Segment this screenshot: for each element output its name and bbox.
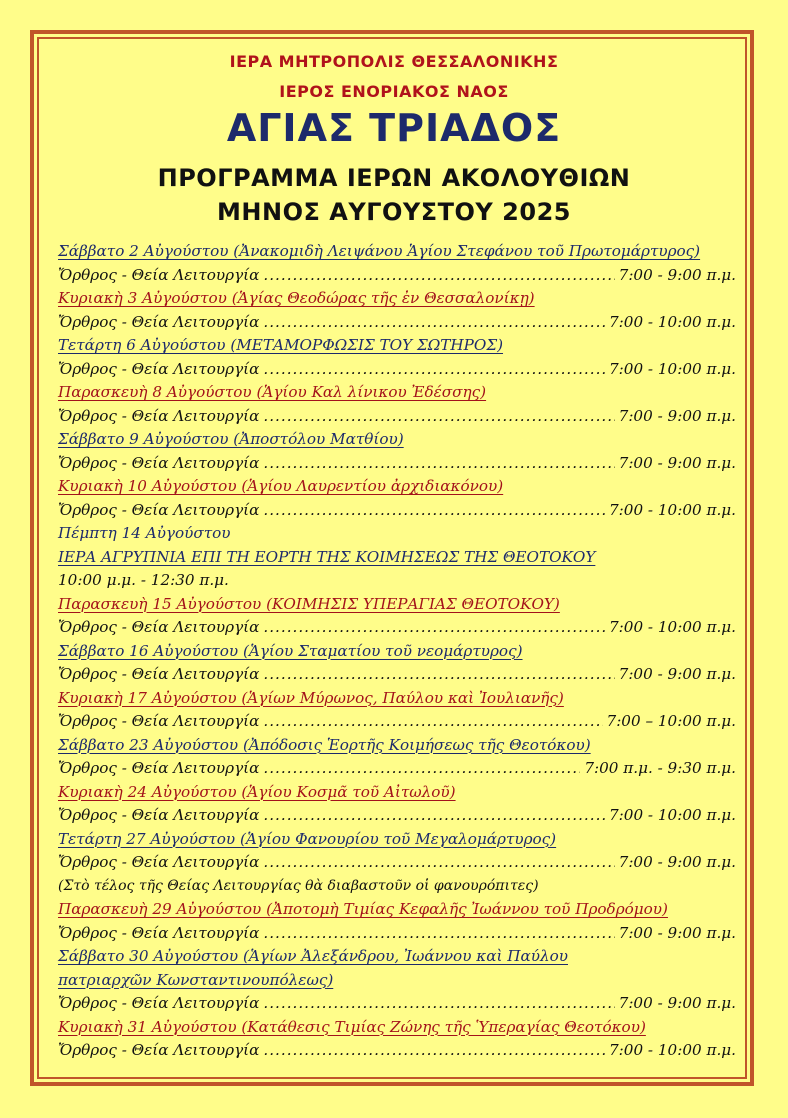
event-heading: Κυριακὴ 31 Αὐγούστου (Κατάθεσις Τιμίας Ζώνης τῆς Ὑπεραγίας Θεοτόκου) bbox=[58, 1017, 646, 1036]
dot-leader bbox=[263, 264, 614, 288]
event-entry bbox=[58, 734, 748, 781]
event-entry bbox=[58, 640, 748, 687]
service-time: 7:00 π.μ. - 9:30 π.μ. bbox=[584, 759, 736, 777]
month-title: ΜΗΝΟΣ ΑΥΓΟΥΣΤΟΥ 2025 bbox=[217, 198, 571, 226]
dot-leader bbox=[263, 1039, 605, 1063]
event-heading: Κυριακὴ 24 Αὐγούστου (Ἁγίου Κοσμᾶ τοῦ Αἰτωλοῦ) bbox=[58, 782, 456, 801]
service-line bbox=[58, 405, 748, 429]
service-note: (Στὸ τέλος τῆς Θείας Λειτουργίας θὰ διαβαστοῦν οἱ φανουρόπιτες) bbox=[58, 877, 539, 894]
dot-leader bbox=[263, 851, 614, 875]
event-entry bbox=[58, 945, 748, 1016]
vigil-time: 10:00 μ.μ. - 12:30 π.μ. bbox=[58, 571, 229, 589]
event-heading: Τετάρτη 27 Αὐγούστου (Ἁγίου Φανουρίου τοῦ Μεγαλομάρτυρος) bbox=[58, 829, 557, 848]
dot-leader bbox=[263, 922, 614, 946]
event-heading: Τετάρτη 6 Αὐγούστου (ΜΕΤΑΜΟΡΦΩΣΙΣ ΤΟΥ ΣΩΤΗΡΟΣ) bbox=[58, 336, 504, 354]
service-line bbox=[58, 311, 748, 335]
event-heading: Κυριακὴ 10 Αὐγούστου (Ἁγίου Λαυρεντίου ἀρχιδιακόνου) bbox=[58, 477, 504, 495]
service-label: Ὄρθρος - Θεία Λειτουργία bbox=[58, 806, 260, 824]
vigil-title: ΙΕΡΑ ΑΓΡΥΠΝΙΑ ΕΠΙ ΤΗ ΕΟΡΤΗ ΤΗΣ ΚΟΙΜΗΣΕΩΣ ΤΗΣ ΘΕΟΤΟΚΟΥ bbox=[58, 547, 596, 566]
service-time: 7:00 - 10:00 π.μ. bbox=[609, 806, 736, 824]
event-entry bbox=[58, 240, 748, 287]
dot-leader bbox=[263, 358, 605, 382]
service-line bbox=[58, 264, 748, 288]
event-entry bbox=[58, 828, 748, 899]
service-time: 7:00 - 10:00 π.μ. bbox=[609, 312, 736, 331]
service-line bbox=[58, 992, 748, 1016]
event-entry bbox=[58, 381, 748, 428]
events-list bbox=[58, 240, 748, 1063]
event-heading: Παρασκευὴ 29 Αὐγούστου (Ἀποτομὴ Τιμίας Κεφαλῆς Ἰωάννου τοῦ Προδρόμου) bbox=[58, 900, 668, 918]
event-heading: Παρασκευὴ 15 Αὐγούστου (ΚΟΙΜΗΣΙΣ ΥΠΕΡΑΓΙΑΣ ΘΕΟΤΟΚΟΥ) bbox=[58, 594, 560, 613]
event-heading: Κυριακὴ 3 Αὐγούστου (Ἁγίας Θεοδώρας τῆς ἐν Θεσσαλονίκῃ) bbox=[58, 289, 535, 307]
dot-leader bbox=[263, 804, 605, 828]
service-time: 7:00 - 9:00 π.μ. bbox=[618, 453, 736, 472]
service-label: Ὄρθρος - Θεία Λειτουργία bbox=[58, 500, 260, 519]
dot-leader bbox=[263, 311, 605, 335]
service-label: Ὄρθρος - Θεία Λειτουργία bbox=[58, 712, 260, 730]
event-entry bbox=[58, 687, 748, 734]
dot-leader bbox=[263, 663, 614, 687]
service-label: Ὄρθρος - Θεία Λειτουργία bbox=[58, 406, 260, 425]
service-label: Ὄρθρος - Θεία Λειτουργία bbox=[58, 265, 260, 284]
event-entry bbox=[58, 781, 748, 828]
service-line bbox=[58, 757, 748, 781]
church-title: ΑΓΙΑΣ ΤΡΙΑΔΟΣ bbox=[226, 106, 562, 150]
service-time: 7:00 - 10:00 π.μ. bbox=[609, 1041, 736, 1059]
service-line bbox=[58, 710, 748, 734]
event-heading: Σάββατο 9 Αὐγούστου (Ἀποστόλου Ματθίου) bbox=[58, 430, 404, 448]
service-line bbox=[58, 499, 748, 523]
event-entry bbox=[58, 287, 748, 334]
dot-leader bbox=[263, 499, 605, 523]
service-label: Ὄρθρος - Θεία Λειτουργία bbox=[58, 359, 260, 378]
service-time: 7:00 - 9:00 π.μ. bbox=[618, 994, 736, 1012]
service-label: Ὄρθρος - Θεία Λειτουργία bbox=[58, 312, 260, 331]
service-label: Ὄρθρος - Θεία Λειτουργία bbox=[58, 1041, 260, 1059]
vigil-entry bbox=[58, 522, 748, 593]
service-time: 7:00 - 9:00 π.μ. bbox=[618, 406, 736, 425]
service-line bbox=[58, 616, 748, 640]
service-line bbox=[58, 663, 748, 687]
dot-leader bbox=[263, 405, 614, 429]
event-heading: Σάββατο 2 Αὐγούστου (Ἀνακομιδὴ Λειψάνου Ἁγίου Στεφάνου τοῦ Πρωτομάρτυρος) bbox=[58, 242, 701, 260]
service-line bbox=[58, 358, 748, 382]
event-heading: Παρασκευὴ 8 Αὐγούστου (Ἁγίου Καλ λίνικου Ἐδέσσης) bbox=[58, 383, 487, 401]
service-label: Ὄρθρος - Θεία Λειτουργία bbox=[58, 923, 260, 942]
event-heading-cont: πατριαρχῶν Κωνσταντινουπόλεως) bbox=[58, 970, 334, 989]
service-time: 7:00 - 9:00 π.μ. bbox=[618, 923, 736, 942]
service-time: 7:00 - 9:00 π.μ. bbox=[618, 853, 736, 871]
event-entry bbox=[58, 1016, 748, 1063]
service-label: Ὄρθρος - Θεία Λειτουργία bbox=[58, 994, 260, 1012]
dot-leader bbox=[263, 757, 580, 781]
service-time: 7:00 - 10:00 π.μ. bbox=[609, 359, 736, 378]
dot-leader bbox=[263, 452, 614, 476]
event-entry bbox=[58, 475, 748, 522]
event-heading: Σάββατο 30 Αὐγούστου (Ἁγίων Ἀλεξάνδρου, Ἰωάννου καὶ Παύλου bbox=[58, 947, 568, 965]
event-entry bbox=[58, 428, 748, 475]
service-line bbox=[58, 851, 748, 875]
service-label: Ὄρθρος - Θεία Λειτουργία bbox=[58, 853, 260, 871]
service-label: Ὄρθρος - Θεία Λειτουργία bbox=[58, 759, 260, 777]
service-time: 7:00 – 10:00 π.μ. bbox=[606, 712, 736, 730]
service-line bbox=[58, 452, 748, 476]
service-time: 7:00 - 9:00 π.μ. bbox=[618, 265, 736, 284]
event-heading: Σάββατο 23 Αὐγούστου (Ἀπόδοσις Ἑορτῆς Κοιμήσεως τῆς Θεοτόκου) bbox=[58, 735, 591, 754]
vigil-day: Πέμπτη 14 Αὐγούστου bbox=[58, 524, 231, 542]
dot-leader bbox=[263, 616, 605, 640]
service-line bbox=[58, 804, 748, 828]
dot-leader bbox=[263, 992, 614, 1016]
event-entry bbox=[58, 334, 748, 381]
event-heading: Κυριακὴ 17 Αὐγούστου (Ἁγίων Μύρωνος, Παύλου καὶ Ἰουλιανῆς) bbox=[58, 688, 564, 707]
service-time: 7:00 - 10:00 π.μ. bbox=[609, 618, 736, 636]
service-label: Ὄρθρος - Θεία Λειτουργία bbox=[58, 665, 260, 683]
metropolis-line: ΙΕΡΑ ΜΗΤΡΟΠΟΛΙΣ ΘΕΣΣΑΛΟΝΙΚΗΣ bbox=[229, 52, 559, 71]
service-line bbox=[58, 922, 748, 946]
service-label: Ὄρθρος - Θεία Λειτουργία bbox=[58, 618, 260, 636]
dot-leader bbox=[263, 710, 602, 734]
program-title: ΠΡΟΓΡΑΜΜΑ ΙΕΡΩΝ ΑΚΟΛΟΥΘΙΩΝ bbox=[157, 164, 631, 192]
service-line bbox=[58, 1039, 748, 1063]
service-label: Ὄρθρος - Θεία Λειτουργία bbox=[58, 453, 260, 472]
event-entry bbox=[58, 593, 748, 640]
event-entry bbox=[58, 898, 748, 945]
service-time: 7:00 - 10:00 π.μ. bbox=[609, 500, 736, 519]
event-heading: Σάββατο 16 Αὐγούστου (Ἁγίου Σταματίου τοῦ νεομάρτυρος) bbox=[58, 641, 523, 660]
service-time: 7:00 - 9:00 π.μ. bbox=[618, 665, 736, 683]
parish-line: ΙΕΡΟΣ ΕΝΟΡΙΑΚΟΣ ΝΑΟΣ bbox=[279, 82, 509, 101]
